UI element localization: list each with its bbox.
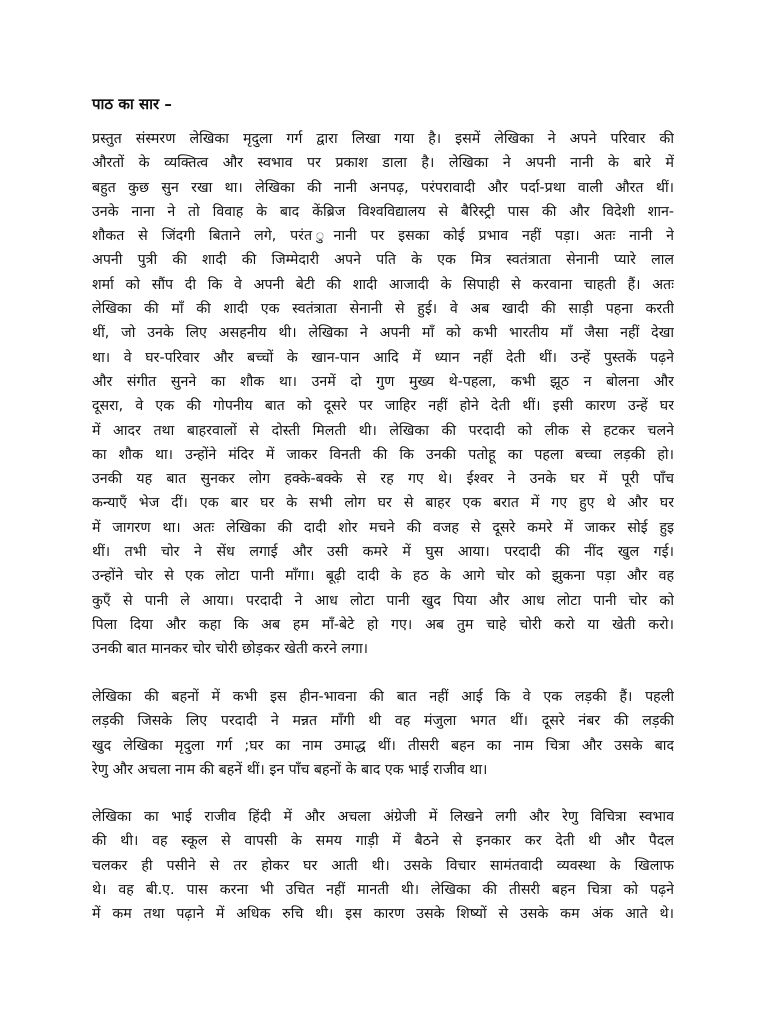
text-line: प्रस्तुत संस्मरण लेखिका मृदुला गर्ग द्वारा लिखा गया है। इसमें लेखिका ने अपने परिवार की (92, 131, 674, 147)
text-line: शर्मा को सौंप दी कि वे अपनी बेटी की शादी आजादी के सिपाही से करवाना चाहती हैं। अतः (92, 276, 674, 293)
text-line: थीं। तभी चोर ने सेंध लगाई और उसी कमरे में घुस आया। परदादी की नींद खुल गई। (92, 544, 674, 561)
paragraph-3 (92, 805, 674, 926)
text-line: की थी। वह स्कूल से वापसी के समय गाड़ी में बैठने से इनकार कर देती थी और पैदल (92, 833, 674, 850)
text-line: अपनी पुत्री की शादी की जिम्मेदारी अपने पति के एक मित्र स्वतंत्राता सेनानी प्यारे लाल (92, 252, 674, 269)
text-line: पिला दिया और कहा कि अब हम माँ-बेटे हो गए। अब तुम चाहे चोरी करो या खेती करो। (92, 616, 674, 633)
text-line: थे। वह बी.ए. पास करना भी उचित नहीं मानती थी। लेखिका की तीसरी बहन चित्रा को पढ़ने (92, 881, 674, 898)
text-line: उन्होंने चोर से एक लोटा पानी माँगा। बूढ़ी दादी के हठ के आगे चोर को झुकना पड़ा और वह (92, 568, 674, 585)
text-line: कुएँ से पानी ले आया। परदादी ने आध लोटा पानी खुद पिया और आध लोटा पानी चोर को (92, 592, 674, 609)
text-line: औरतों के व्यक्तित्व और स्वभाव पर प्रकाश डाला है। लेखिका ने अपनी नानी के बारे में (92, 155, 674, 172)
text-line: शौकत से जिंदगी बिताने लगे, परंत ुनानी पर इसका कोई प्रभाव नहीं पड़ा। अतः नानी ने (92, 228, 674, 245)
paragraph-1 (92, 127, 674, 662)
text-line: लेखिका की माँ की शादी एक स्वतंत्राता सेनानी से हुई। वे अब खादी की साड़ी पहना करती (92, 301, 674, 318)
text-line: और संगीत सुनने का शौक था। उनमें दो गुण मुख्य थे-पहला, कभी झूठ न बोलना और (92, 373, 674, 390)
text-line: चलकर ही पसीने से तर होकर घर आती थी। उसके विचार सामंतवादी व्यवस्था के खिलाफ (92, 857, 674, 874)
text-line: का शौक था। उन्होंने मंदिर में जाकर विनती की कि उनकी पतोहू का पहला बच्चा लड़की हो। (92, 446, 674, 463)
text-line: दूसरा, वे एक की गोपनीय बात को दूसरे पर जाहिर नहीं होने देती थीं। इसी कारण उन्हें घर (92, 398, 674, 415)
text-line: खुद लेखिका मृदुला गर्ग ;घर का नाम उमाद्ध थीं। तीसरी बहन का नाम चित्रा और उसके बाद (92, 737, 674, 754)
text-line: कन्याएँ भेज दीं। एक बार घर के सभी लोग घर से बाहर एक बरात में गए हुए थे और घर (92, 495, 674, 512)
text-line: उनकी बात मानकर चोर चोरी छोड़कर खेती करने लगा। (92, 641, 369, 658)
text-line: था। वे घर-परिवार और बच्चों के खान-पान आदि में ध्यान नहीं देती थीं। उन्हें पुस्तकें पढ़ने (92, 349, 674, 366)
text-line: बहुत कुछ सुन रखा था। लेखिका की नानी अनपढ़, परंपरावादी और पर्दा-प्रथा वाली औरत थीं। (92, 179, 674, 196)
text-line: में आदर तथा बाहरवालों से दोस्ती मिलती थी। लेखिका की परदादी को लीक से हटकर चलने (92, 422, 674, 439)
text-line: उनकी यह बात सुनकर लोग हक्के-बक्के से रह गए थे। ईश्वर ने उनके घर में पूरी पाँच (92, 471, 674, 488)
text-line: लड़की जिसके लिए परदादी ने मन्नत माँगी थी वह मंजुला भगत थीं। दूसरे नंबर की लड़की (92, 713, 674, 730)
text-line: लेखिका का भाई राजीव हिंदी में और अचला अंग्रेजी में लिखने लगी और रेणु विचित्रा स्वभाव (92, 809, 674, 825)
section-heading: पाठ का सार – (92, 95, 172, 113)
text-line: में जागरण था। अतः लेखिका की दादी शोर मचने की वजह से दूसरे कमरे में जाकर सोई हुइ (92, 519, 674, 536)
text-line: रेणु और अचला नाम की बहनें थीं। इन पाँच बहनों के बाद एक भाई राजीव था। (92, 761, 488, 778)
paragraph-2 (92, 685, 674, 782)
text-line: लेखिका की बहनों में कभी इस हीन-भावना की बात नहीं आई कि वे एक लड़की हैं। पहली (92, 689, 674, 705)
text-line: थीं, जो उनके लिए असहनीय थी। लेखिका ने अपनी माँ को कभी भारतीय माँ जैसा नहीं देखा (92, 325, 674, 342)
text-line: उनके नाना ने तो विवाह के बाद केंब्रिज विश्वविद्यालय से बैरिस्ट्री पास की और विदेशी शान- (92, 203, 674, 220)
text-line: में कम तथा पढ़ाने में अधिक रुचि थी। इस कारण उसके शिष्यों से उसके कम अंक आते थे। (92, 906, 674, 923)
